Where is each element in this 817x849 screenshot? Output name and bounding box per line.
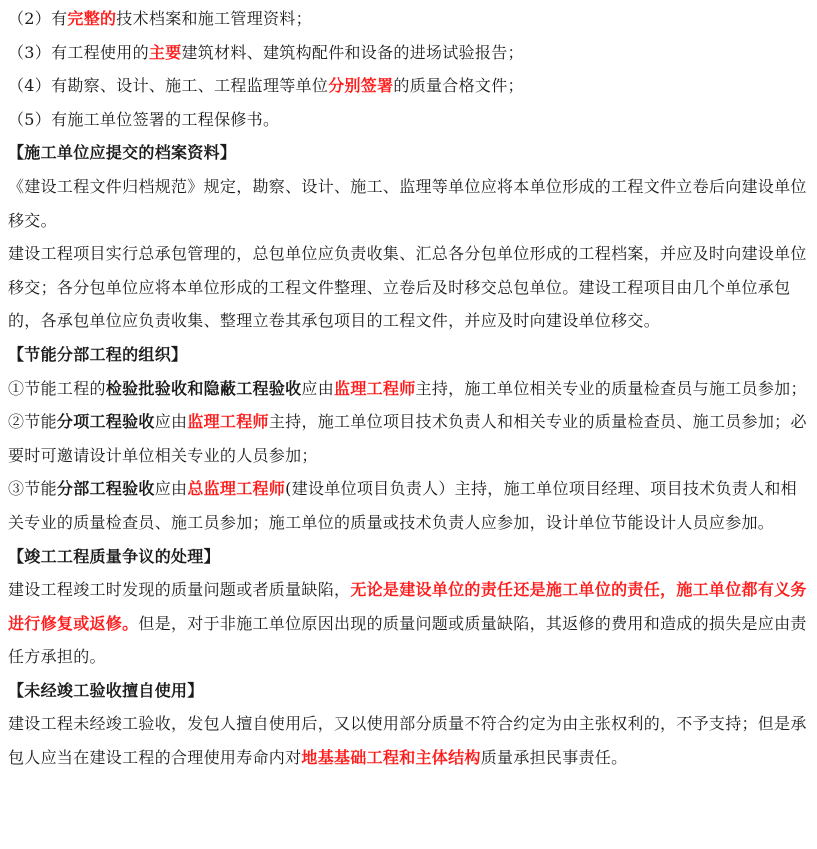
text-span: （4）有勘察、设计、施工、工程监理等单位 xyxy=(8,76,329,96)
emphasis-red-text: 主要 xyxy=(148,42,182,62)
emphasis-bold-text: 分部工程验收 xyxy=(56,479,155,499)
emphasis-red-text: 完整的 xyxy=(67,9,117,28)
text-span: 建设工程项目实行总承包管理的，总包单位应负责收集、汇总各分包单位形成的工程档案，并应及时向建设单位移交；各分包单位应将本单位形成的工程文件整理、立卷后及时移交总包单位。建设工程项目由几个单位承包的，各承包单位应负责收集、整理立卷其承包项目的工程文件，并应及时向建设单位移交。 xyxy=(8,244,807,331)
paragraph xyxy=(8,707,809,774)
list-item xyxy=(8,69,809,103)
paragraph xyxy=(8,573,809,674)
section-heading xyxy=(8,136,809,170)
paragraph xyxy=(8,405,809,472)
section-heading xyxy=(8,674,809,708)
text-span: 技术档案和施工管理资料； xyxy=(116,9,312,28)
text-span: 应由 xyxy=(154,412,188,432)
emphasis-red-text: 无论是建设单位的责任还是施工单位的责任，施工单位都有义务进行修复或返修。 xyxy=(8,580,807,633)
emphasis-bold-text: 分项工程验收 xyxy=(56,412,155,432)
paragraph xyxy=(8,372,809,406)
list-item xyxy=(8,36,809,70)
text-span: (建设单位项目负责人）主持，施工单位项目经理、项目技术负责人和相关专业的质量检查员、施工员参加；施工单位的质量或技术负责人应参加，设计单位节能设计人员应参加。 xyxy=(8,479,797,532)
text-span: ①节能工程的 xyxy=(8,378,106,398)
text-span: 主持，施工单位项目技术负责人和相关专业的质量检查员、施工员参加；必要时可邀请设计单位相关专业的人员参加； xyxy=(8,412,807,465)
section-heading xyxy=(8,338,809,372)
text-span: 建筑材料、建筑构配件和设备的进场试验报告； xyxy=(181,42,524,62)
list-item xyxy=(8,2,809,36)
emphasis-red-text: 地基基础工程和主体结构 xyxy=(301,748,481,768)
text-span: 主持，施工单位相关专业的质量检查员与施工员参加； xyxy=(415,378,807,398)
list-item xyxy=(8,103,809,137)
text-span: 【节能分部工程的组织】 xyxy=(8,344,188,364)
text-span: 质量承担民事责任。 xyxy=(480,748,628,768)
paragraph xyxy=(8,170,809,237)
emphasis-red-text: 总监理工程师 xyxy=(187,479,286,499)
text-span: 建设工程未经竣工验收，发包人擅自使用后，又以使用部分质量不符合约定为由主张权利的，不予支持；但是承包人应当在建设工程的合理使用寿命内对 xyxy=(8,714,807,768)
text-span: ②节能 xyxy=(8,412,57,432)
text-span: 应由 xyxy=(301,378,335,398)
text-span: 的质量合格文件； xyxy=(393,76,524,96)
emphasis-red-text: 监理工程师 xyxy=(334,378,416,398)
text-span: 但是，对于非施工单位原因出现的质量问题或质量缺陷，其返修的费用和造成的损失是应由责任方承担的。 xyxy=(8,613,807,667)
emphasis-red-text: 监理工程师 xyxy=(187,412,269,432)
section-heading xyxy=(8,540,809,574)
text-span: ③节能 xyxy=(8,479,57,499)
paragraph xyxy=(8,237,809,338)
paragraph xyxy=(8,472,809,539)
text-span: （3）有工程使用的 xyxy=(8,42,149,62)
text-span: 《建设工程文件归档规范》规定，勘察、设计、施工、监理等单位应将本单位形成的工程文件立卷后向建设单位移交。 xyxy=(8,176,807,230)
emphasis-red-text: 分别签署 xyxy=(328,76,394,96)
text-span: 建设工程竣工时发现的质量问题或者质量缺陷， xyxy=(8,580,351,600)
emphasis-bold-text: 检验批验收和隐蔽工程验收 xyxy=(105,378,302,398)
text-span: （2）有 xyxy=(8,9,68,28)
text-span: （5）有施工单位签署的工程保修书。 xyxy=(8,109,280,129)
text-span: 【未经竣工验收擅自使用】 xyxy=(8,680,204,700)
text-span: 【竣工工程质量争议的处理】 xyxy=(8,546,220,566)
text-span: 应由 xyxy=(154,479,188,499)
text-span: 【施工单位应提交的档案资料】 xyxy=(8,143,237,163)
